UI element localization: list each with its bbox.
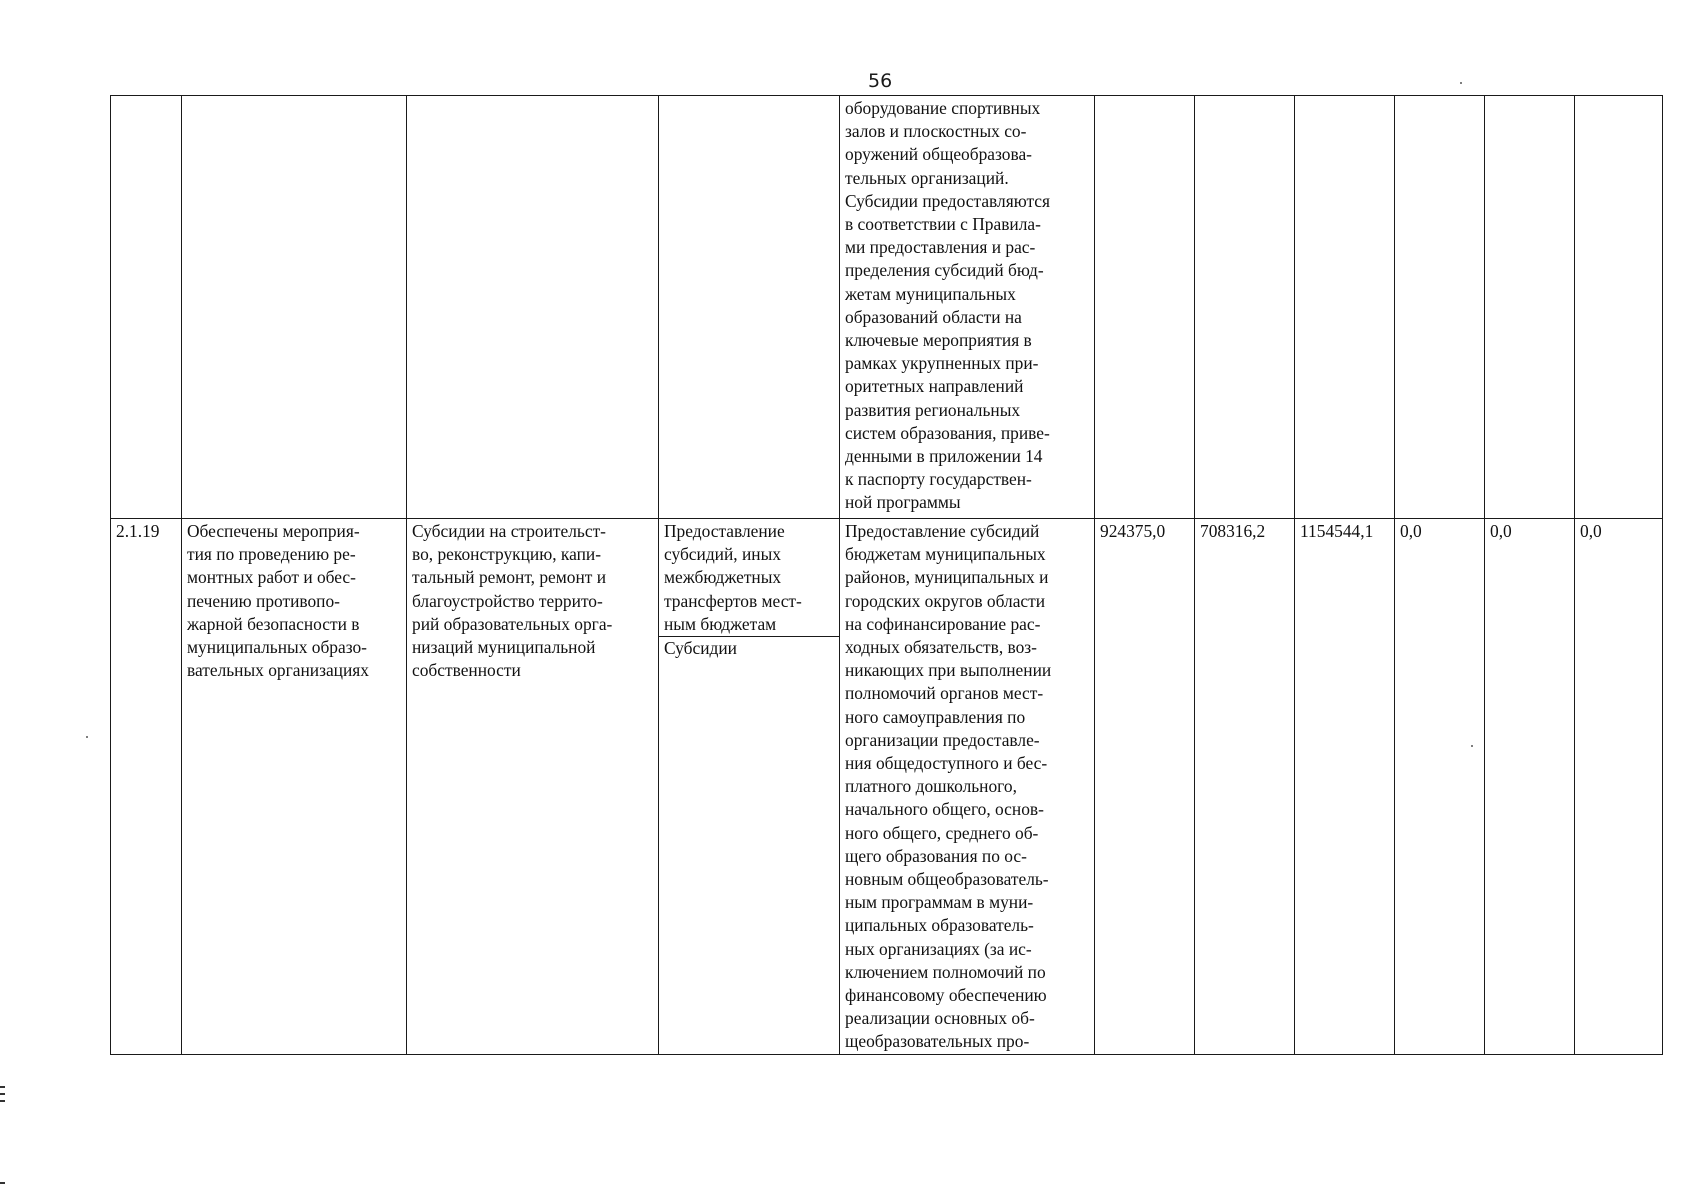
value-cell: [1195, 519, 1295, 1055]
description-line: новным общеобразователь-: [845, 869, 1049, 890]
scan-speck: [1460, 82, 1462, 84]
value-cell: [1095, 96, 1195, 519]
description-line: образований области на: [845, 306, 1022, 327]
description-line: реализации основных об-: [845, 1008, 1035, 1029]
type-sub-line: Субсидии: [664, 638, 737, 659]
type-cell: [659, 519, 840, 1055]
table-row: [111, 519, 1663, 1055]
description-line: городских округов области: [845, 590, 1046, 611]
description-line: организации предоставле-: [845, 729, 1040, 750]
type-line: субсидий, иных: [664, 544, 781, 565]
event-line: рий образовательных орга-: [412, 613, 613, 634]
value-2019: 924375,0: [1100, 521, 1166, 541]
value-2022: 0,0: [1400, 521, 1422, 541]
description-line: полномочий органов мест-: [845, 683, 1044, 704]
description-line: ми предоставления и рас-: [845, 237, 1036, 258]
description-line: бюджетам муниципальных: [845, 544, 1046, 565]
description-line: развития региональных: [845, 399, 1021, 420]
description-line: денными в приложении 14: [845, 446, 1043, 467]
scan-edge-mark: [0, 1086, 5, 1088]
type-line: межбюджетных: [664, 567, 782, 588]
description-line: щего образования по ос-: [845, 845, 1027, 866]
description-line: платного дошкольного,: [845, 776, 1017, 797]
description-line: финансовому обеспечению: [845, 985, 1047, 1006]
type-line: Предоставление: [664, 521, 785, 541]
type-sub: [659, 637, 839, 660]
description-cell: [840, 96, 1095, 519]
result-line: вательных организациях: [187, 660, 369, 681]
description-line: ных организациях (за ис-: [845, 938, 1032, 959]
description-line: ния общедоступного и бес-: [845, 753, 1048, 774]
description-line: Субсидии предоставляются: [845, 190, 1050, 211]
scan-edge-mark: [0, 1100, 5, 1102]
description-line: щеобразовательных про-: [845, 1031, 1030, 1052]
value-cell: [1295, 96, 1395, 519]
description-line: оружений общеобразова-: [845, 144, 1032, 165]
description-line: ного самоуправления по: [845, 706, 1026, 727]
value-cell: [1575, 519, 1663, 1055]
description-line: ной программы: [845, 492, 961, 513]
description-line: к паспорту государствен-: [845, 469, 1032, 490]
result-line: Обеспечены мероприя-: [187, 521, 360, 541]
scan-edge-mark: [0, 1093, 5, 1095]
result-cell: [182, 96, 407, 519]
event-line: собственности: [412, 660, 521, 681]
type-main: [659, 520, 839, 637]
value-cell: [1575, 96, 1663, 519]
value-cell: [1095, 519, 1195, 1055]
description-line: систем образования, приве-: [845, 422, 1050, 443]
description-line: пределения субсидий бюд-: [845, 260, 1044, 281]
value-2021: 1154544,1: [1300, 521, 1374, 541]
description-line: начального общего, основ-: [845, 799, 1044, 820]
result-line: тия по проведению ре-: [187, 544, 356, 565]
description-line: залов и плоскостных со-: [845, 121, 1027, 142]
description-line: ципальных образователь-: [845, 915, 1034, 936]
index-cell: [111, 519, 182, 1055]
program-events-table: [110, 95, 1663, 1055]
value-cell: [1195, 96, 1295, 519]
scan-edge-mark: [0, 1182, 5, 1184]
event-line: Субсидии на строительст-: [412, 521, 606, 541]
value-2024: 0,0: [1580, 521, 1602, 541]
event-cell: [407, 519, 659, 1055]
value-cell: [1395, 519, 1485, 1055]
description-line: оритетных направлений: [845, 376, 1024, 397]
description-line: рамках укрупненных при-: [845, 353, 1039, 374]
description-line: на софинансирование рас-: [845, 613, 1041, 634]
description-line: ным программам в муни-: [845, 892, 1034, 913]
table-row: [111, 96, 1663, 519]
description-line: ключевые мероприятия в: [845, 330, 1032, 351]
event-line: низаций муниципальной: [412, 637, 596, 658]
value-2020: 708316,2: [1200, 521, 1266, 541]
value-cell: [1485, 96, 1575, 519]
type-line: ным бюджетам: [664, 613, 777, 634]
event-line: во, реконструкцию, капи-: [412, 544, 601, 565]
description-line: ного общего, среднего об-: [845, 822, 1039, 843]
event-cell: [407, 96, 659, 519]
result-line: муниципальных образо-: [187, 637, 367, 658]
description-line: никающих при выполнении: [845, 660, 1052, 681]
description-line: оборудование спортивных: [845, 98, 1041, 118]
event-index: 2.1.19: [116, 521, 160, 541]
description-line: жетам муниципальных: [845, 283, 1016, 304]
description-line: районов, муниципальных и: [845, 567, 1049, 588]
description-line: Предоставление субсидий: [845, 521, 1040, 541]
description-line: ключением полномочий по: [845, 961, 1046, 982]
value-2023: 0,0: [1490, 521, 1512, 541]
scan-speck: [86, 736, 88, 738]
scan-speck: [1471, 745, 1473, 747]
result-line: монтных работ и обес-: [187, 567, 356, 588]
index-cell: [111, 96, 182, 519]
page-number: 56: [868, 70, 893, 92]
result-line: печению противопо-: [187, 590, 340, 611]
description-line: ходных обязательств, воз-: [845, 637, 1037, 658]
value-cell: [1295, 519, 1395, 1055]
type-cell: [659, 96, 840, 519]
description-line: в соответствии с Правила-: [845, 214, 1041, 235]
result-line: жарной безопасности в: [187, 613, 360, 634]
description-cell: [840, 519, 1095, 1055]
value-cell: [1485, 519, 1575, 1055]
result-cell: [182, 519, 407, 1055]
event-line: благоустройство террито-: [412, 590, 603, 611]
value-cell: [1395, 96, 1485, 519]
event-line: тальный ремонт, ремонт и: [412, 567, 607, 588]
description-line: тельных организаций.: [845, 167, 1009, 188]
type-line: трансфертов мест-: [664, 590, 802, 611]
